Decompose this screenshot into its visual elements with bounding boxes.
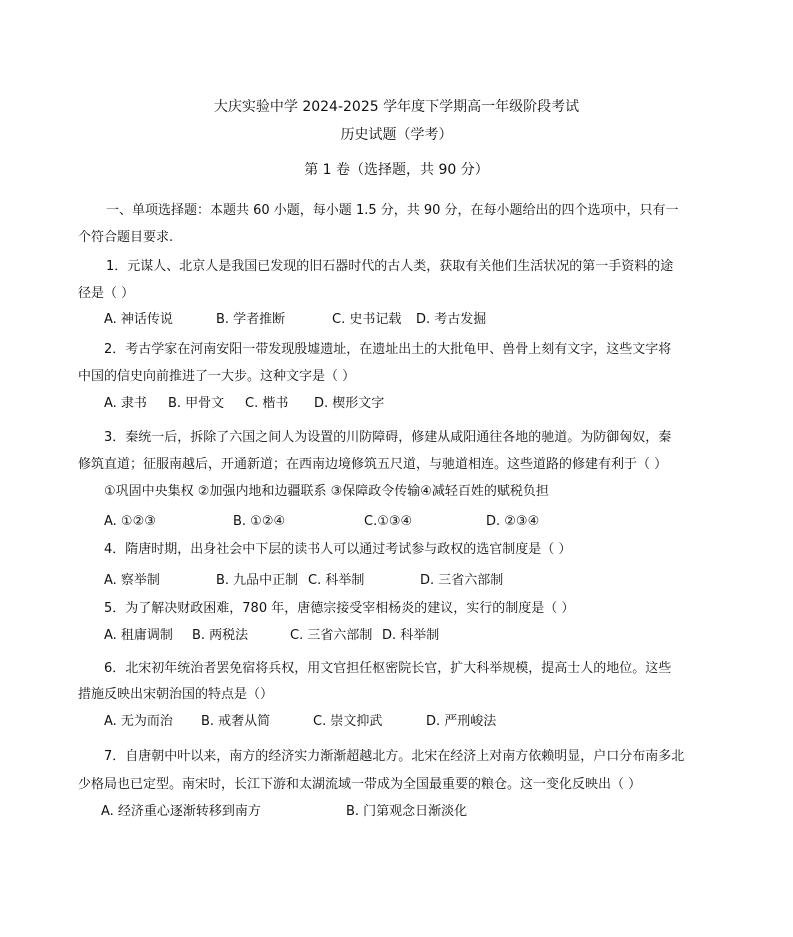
question-1-stem: 1．元谋人、北京人是我国已发现的旧石器时代的古人类，获取有关他们生活状况的第一手资料的途 <box>106 259 674 274</box>
question-1-stem: 径是（ ） <box>78 286 135 301</box>
question-4-option-a: A. 察举制 <box>104 573 160 588</box>
question-7-stem: 少格局也已定型。南宋时，长江下游和太湖流域一带成为全国最重要的粮仓。这一变化反映出（ ） <box>78 777 642 792</box>
question-1-option-b: B. 学者推断 <box>216 312 286 327</box>
question-4-option-c: C. 科举制 <box>308 573 365 588</box>
section-heading: 第 1 卷（选择题，共 90 分） <box>304 162 489 178</box>
question-1-option-c: C. 史书记载 <box>332 312 402 327</box>
question-4-option-b: B. 九品中正制 <box>216 573 299 588</box>
question-5-stem: 5．为了解决财政困难，780 年，唐德宗接受宰相杨炎的建议，实行的制度是（ ） <box>104 601 575 616</box>
question-2-option-c: C. 楷书 <box>245 396 289 411</box>
instructions-line: 个符合题目要求. <box>78 230 174 245</box>
question-6-option-d: D. 严刑峻法 <box>426 714 497 729</box>
question-3-stem: 修筑直道；征服南越后，开通新道；在西南边境修筑五尺道，与驰道相连。这些道路的修建有利于（ ） <box>78 457 668 472</box>
question-3-option-d: D. ②③④ <box>486 514 540 529</box>
question-3-option-c: C.①③④ <box>364 514 413 529</box>
question-6-option-c: C. 崇文抑武 <box>313 714 383 729</box>
question-6-stem: 措施反映出宋朝治国的特点是（） <box>78 687 274 702</box>
instructions-line: 一、单项选择题：本题共 60 小题，每小题 1.5 分，共 90 分，在每小题给出的四个选项中，只有一 <box>106 203 679 218</box>
question-5-option-a: A. 租庸调制 <box>104 628 173 643</box>
question-7-option-b: B. 门第观念日渐淡化 <box>346 804 468 819</box>
exam-title: 大庆实验中学 2024-2025 学年度下学期高一年级阶段考试 <box>213 99 580 115</box>
question-2-option-b: B. 甲骨文 <box>168 396 225 411</box>
question-1-option-d: D. 考古发掘 <box>416 312 487 327</box>
question-6-option-b: B. 戒奢从简 <box>201 714 271 729</box>
exam-subtitle: 历史试题（学考） <box>340 127 453 143</box>
question-7-stem: 7．自唐朝中叶以来，南方的经济实力渐渐超越北方。北宋在经济上对南方依赖明显，户口分布南多北 <box>104 749 685 764</box>
question-7-option-a: A. 经济重心逐渐转移到南方 <box>101 804 261 819</box>
question-4-option-d: D. 三省六部制 <box>420 573 504 588</box>
question-5-option-b: B. 两税法 <box>192 628 249 643</box>
question-4-stem: 4．隋唐时期，出身社会中下层的读书人可以通过考试参与政权的选官制度是（ ） <box>104 542 572 557</box>
question-5-option-c: C. 三省六部制 <box>290 628 373 643</box>
question-5-option-d: D. 科举制 <box>382 628 440 643</box>
question-2-option-d: D. 楔形文字 <box>314 396 385 411</box>
question-2-option-a: A. 隶书 <box>104 396 147 411</box>
question-3-option-b: B. ①②④ <box>233 514 286 529</box>
question-2-stem: 中国的信史向前推进了一大步。这种文字是（ ） <box>78 369 356 384</box>
question-3-stem: 3．秦统一后，拆除了六国之间人为设置的川防障碍，修建从咸阳通往各地的驰道。为防御匈奴，秦 <box>104 430 672 445</box>
question-6-stem: 6．北宋初年统治者罢免宿将兵权，用文官担任枢密院长官，扩大科举规模，提高士人的地位。这些 <box>104 661 672 676</box>
question-6-option-a: A. 无为而治 <box>104 714 173 729</box>
question-2-stem: 2．考古学家在河南安阳一带发现殷墟遗址，在遗址出土的大批龟甲、兽骨上刻有文字，这些文字将 <box>104 342 672 357</box>
question-3-option-a: A. ①②③ <box>104 514 156 529</box>
question-3-items: ①巩固中央集权 ②加强内地和边疆联系 ③保障政令传输④减轻百姓的赋税负担 <box>104 484 549 499</box>
question-1-option-a: A. 神话传说 <box>104 312 173 327</box>
